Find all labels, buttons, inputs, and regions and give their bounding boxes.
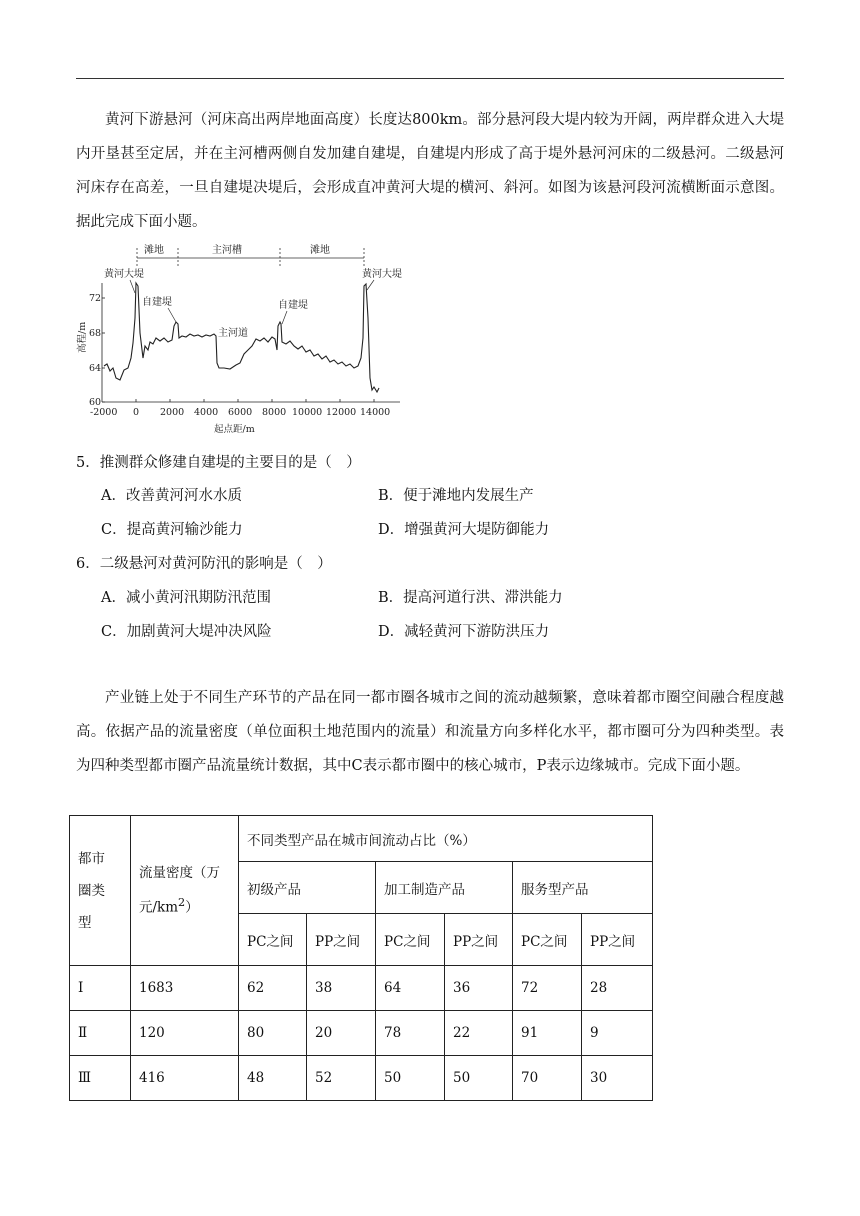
y-axis-label: 高程/m (77, 321, 88, 353)
header-sub: PP之间 (307, 914, 376, 966)
cell-value: 78 (376, 1011, 445, 1056)
xtick: 6000 (228, 407, 253, 418)
q5-option-b[interactable]: B．便于滩地内发展生产 (378, 488, 534, 504)
xtick: 12000 (326, 407, 357, 418)
cell-value: 48 (239, 1056, 307, 1101)
cell-value: 36 (445, 966, 513, 1011)
passage-2: 产业链上处于不同生产环节的产品在同一都市圈各城市之间的流动越频繁，意味着都市圈空间融合程度越高。依据产品的流量密度（单位面积土地范围内的流量）和流量方向多样化水平，都市圈可分为四种类型。表为四种类型都市圈产品流量统计数据，其中C表示都市圈中的核心城市，P表示边缘城市。完成下面小题。 (76, 690, 784, 774)
q6-option-b[interactable]: B．提高河道行洪、滞洪能力 (378, 590, 563, 606)
cell-value: 30 (582, 1056, 653, 1101)
cell-value: 38 (307, 966, 376, 1011)
xtick: 14000 (360, 407, 391, 418)
self-dike-right-label: 自建堤 (278, 300, 308, 311)
cell-value: 62 (239, 966, 307, 1011)
cell-value: 20 (307, 1011, 376, 1056)
xtick: 8000 (262, 407, 287, 418)
cell-value: 52 (307, 1056, 376, 1101)
table-row (70, 1011, 653, 1056)
cell-value: 72 (513, 966, 582, 1011)
header-share: 不同类型产品在城市间流动占比（%） (239, 816, 653, 862)
cell-density: 120 (131, 1011, 239, 1056)
zone-label-left: 滩地 (144, 245, 164, 256)
self-dike-left-label: 自建堤 (142, 297, 172, 308)
x-axis-label: 起点距/m (214, 424, 255, 435)
cell-density: 416 (131, 1056, 239, 1101)
dike-left-label: 黄河大堤 (104, 269, 144, 280)
q5-option-d[interactable]: D．增强黄河大堤防御能力 (378, 522, 550, 538)
cell-type: Ⅰ (70, 966, 131, 1011)
ytick-72: 72 (89, 293, 102, 304)
header-type: 都市圈类型 (70, 816, 131, 966)
xtick: 10000 (292, 407, 323, 418)
cell-value: 28 (582, 966, 653, 1011)
zone-label-main: 主河槽 (212, 245, 242, 256)
xtick: -2000 (90, 407, 118, 418)
cell-value: 22 (445, 1011, 513, 1056)
table-row (70, 1056, 653, 1101)
header-density: 流量密度（万元$/km^2$） (131, 816, 239, 966)
dike-right-label: 黄河大堤 (362, 269, 402, 280)
cell-value: 50 (445, 1056, 513, 1101)
q5-option-a[interactable]: A．改善黄河河水水质 (101, 488, 242, 504)
q6-option-d[interactable]: D．减轻黄河下游防洪压力 (378, 624, 550, 640)
cell-type: Ⅱ (70, 1011, 131, 1056)
q6-option-c[interactable]: C．加剧黄河大堤冲决风险 (101, 624, 272, 640)
cell-value: 91 (513, 1011, 582, 1056)
river-cross-section-figure (77, 238, 412, 438)
q6-option-a[interactable]: A．减小黄河汛期防汛范围 (101, 590, 271, 606)
header-group-primary: 初级产品 (239, 862, 376, 914)
header-sub: PP之间 (582, 914, 653, 966)
question-5-stem: 5．推测群众修建自建堤的主要目的是（ ） (76, 455, 361, 471)
question-6-stem: 6．二级悬河对黄河防汛的影响是（ ） (76, 556, 332, 572)
header-sub: PP之间 (445, 914, 513, 966)
header-group-service: 服务型产品 (513, 862, 653, 914)
zone-label-right: 滩地 (310, 245, 330, 256)
header-sub: PC之间 (239, 914, 307, 966)
passage-1: 黄河下游悬河（河床高出两岸地面高度）长度达800km。部分悬河段大堤内较为开阔，两岸群众进入大堤内开垦甚至定居，并在主河槽两侧自发加建自建堤，自建堤内形成了高于堤外悬河河床的二级悬河。二级悬河河床存在高差，一旦自建堤决堤后，会形成直冲黄河大堤的横河、斜河。如图为该悬河段河流横断面示意图。据此完成下面小题。 (76, 112, 784, 230)
table-row (70, 966, 653, 1011)
cell-type: Ⅲ (70, 1056, 131, 1101)
cell-value: 80 (239, 1011, 307, 1056)
metro-flow-table (69, 815, 653, 1101)
cell-value: 70 (513, 1056, 582, 1101)
ytick-68: 68 (89, 328, 102, 339)
header-sub: PC之间 (513, 914, 582, 966)
header-group-manufacturing: 加工制造产品 (376, 862, 513, 914)
cell-value: 50 (376, 1056, 445, 1101)
cell-value: 9 (582, 1011, 653, 1056)
xtick: 0 (133, 407, 140, 418)
cell-value: 64 (376, 966, 445, 1011)
ytick-64: 64 (89, 363, 102, 374)
cell-density: 1683 (131, 966, 239, 1011)
xtick: 4000 (194, 407, 219, 418)
header-rule (76, 78, 784, 79)
main-channel-label: 主河道 (218, 328, 248, 339)
header-sub: PC之间 (376, 914, 445, 966)
ytick-60: 60 (89, 397, 102, 408)
xtick: 2000 (160, 407, 185, 418)
q5-option-c[interactable]: C．提高黄河输沙能力 (101, 522, 243, 538)
